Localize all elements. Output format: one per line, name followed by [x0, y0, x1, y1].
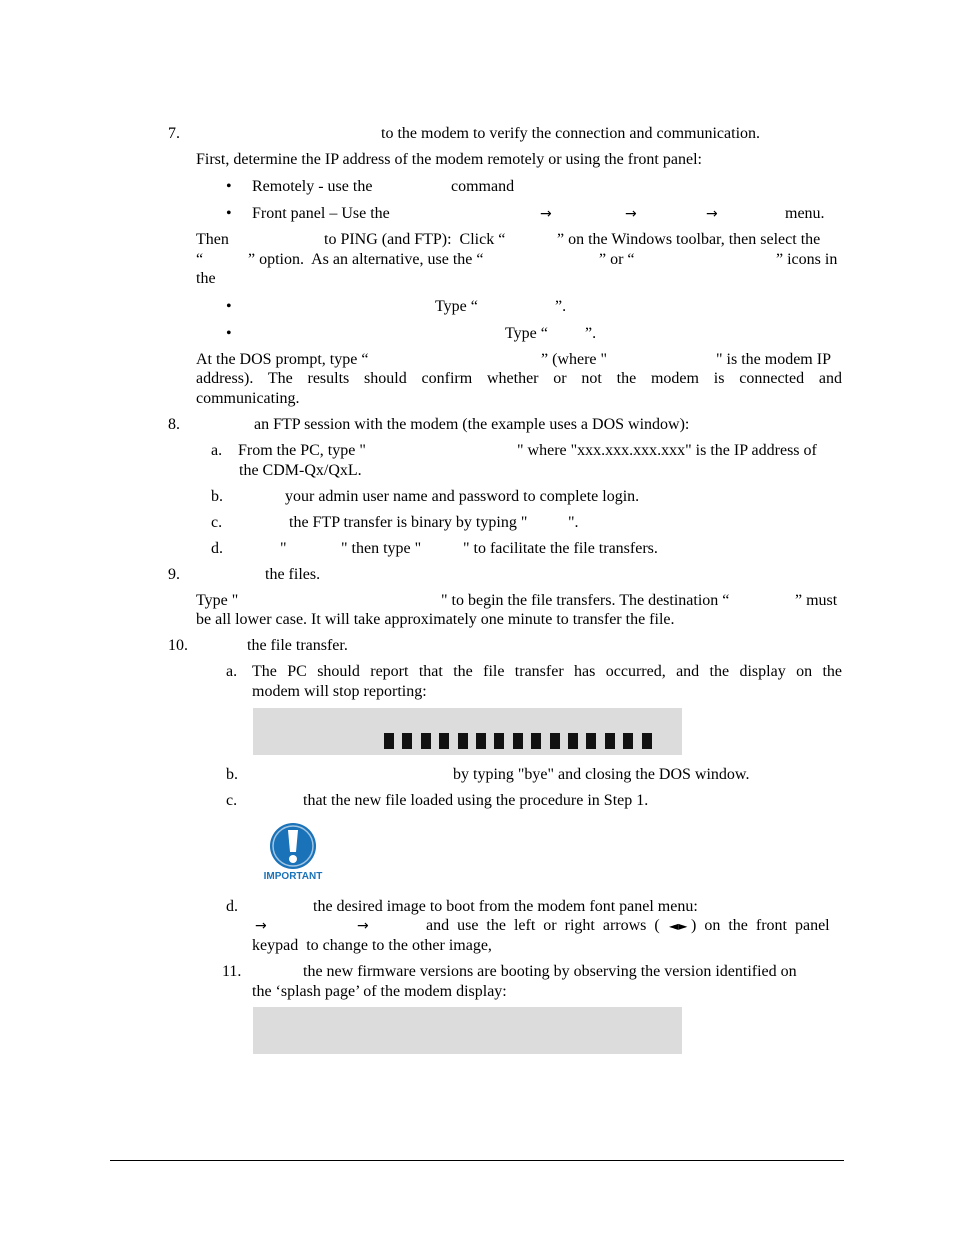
- step-8d-text2: " then type ": [341, 540, 422, 557]
- step-10a-text2: modem will stop reporting:: [252, 683, 427, 700]
- step-7-line2: First, determine the IP address of the modem remotely or using the front panel:: [196, 151, 702, 168]
- bullet-icon: •: [226, 325, 232, 342]
- type2-a: Type “: [505, 325, 548, 342]
- lcd-progress-block: [458, 733, 468, 749]
- lcd-progress-block: [642, 733, 652, 749]
- step-8a-text3: the CDM-Qx/QxL.: [239, 462, 362, 479]
- bullet-icon: •: [226, 178, 232, 195]
- step-8b-label: b.: [211, 488, 223, 505]
- bullet-front-b: menu.: [785, 205, 825, 222]
- step-9-line2: be all lower case. It will take approximately one minute to transfer the file.: [196, 611, 675, 628]
- step-10d-label: d.: [226, 898, 238, 915]
- lcd-progress-block: [605, 733, 615, 749]
- step-10c-label: c.: [226, 792, 238, 809]
- step-11-text2: the ‘splash page’ of the modem display:: [252, 983, 507, 1000]
- step-8b-text: your admin user name and password to complete login.: [285, 488, 640, 505]
- dos-3: communicating.: [196, 390, 300, 407]
- dos-a: At the DOS prompt, type “: [196, 351, 369, 368]
- dos-c: " is the modem IP: [716, 351, 831, 368]
- step-10-number: 10.: [168, 637, 188, 654]
- bullet-front-a: Front panel – Use the: [252, 205, 390, 222]
- arrow-right-icon: →: [625, 206, 637, 222]
- then2-d: ” icons in: [776, 251, 838, 268]
- then3: the: [196, 270, 216, 287]
- lcd-progress-block: [550, 733, 560, 749]
- type1-b: ”.: [555, 298, 567, 315]
- bullet-remote-a: Remotely - use the: [252, 178, 373, 195]
- bullet-icon: •: [226, 205, 232, 222]
- lcd-display-splash: [253, 1007, 682, 1054]
- step-8d-text3: " to facilitate the file transfers.: [463, 540, 658, 557]
- step-10b-text: by typing "bye" and closing the DOS window.: [453, 766, 750, 783]
- lcd-progress-block: [623, 733, 633, 749]
- step-10c-text: that the new file loaded using the procedure in Step 1.: [303, 792, 649, 809]
- lcd-progress-block: [476, 733, 486, 749]
- step-10-lead: the file transfer.: [247, 637, 348, 654]
- then2-c: ” or “: [599, 251, 635, 268]
- arrow-right-icon: →: [255, 918, 267, 934]
- lcd-progress-block: [439, 733, 449, 749]
- step-9-type-c: ” must: [795, 592, 838, 609]
- step-9-number: 9.: [168, 566, 180, 583]
- arrow-right-icon: →: [706, 206, 718, 222]
- lcd-progress-block: [586, 733, 596, 749]
- then-c: ” on the Windows toolbar, then select the: [557, 231, 821, 248]
- type2-b: ”.: [585, 325, 597, 342]
- then-b: to PING (and FTP): Click “: [324, 231, 506, 248]
- step-10d-text1: the desired image to boot from the modem font panel menu:: [313, 898, 698, 915]
- footer-rule: [110, 1160, 844, 1161]
- important-label: IMPORTANT: [263, 871, 323, 882]
- dos-b: ” (where ": [541, 351, 608, 368]
- then-a: Then: [196, 231, 229, 248]
- step-8c-label: c.: [211, 514, 223, 531]
- arrow-right-icon: →: [357, 918, 369, 934]
- step-9-type-b: " to begin the file transfers. The destination “: [441, 592, 730, 609]
- step-10b-label: b.: [226, 766, 238, 783]
- then2-b: ” option. As an alternative, use the “: [248, 251, 484, 268]
- left-right-arrows-icon: ◄►: [669, 919, 688, 933]
- step-8d-text1: ": [280, 540, 287, 557]
- dos-2: address). The results should confirm whether or not the modem is connected and: [196, 370, 842, 387]
- step-10a-text1: The PC should report that the file transfer has occurred, and the display on the: [252, 663, 842, 680]
- step-8a-text1: From the PC, type ": [238, 442, 366, 459]
- step-8a-text2: " where "xxx.xxx.xxx.xxx" is the IP address of: [517, 442, 817, 459]
- step-11-text1: the new firmware versions are booting by observing the version identified on: [303, 963, 797, 980]
- lcd-progress-block: [494, 733, 504, 749]
- step-11-number: 11.: [222, 963, 242, 980]
- type1-a: Type “: [435, 298, 478, 315]
- step-9-lead: the files.: [265, 566, 321, 583]
- step-10a-label: a.: [226, 663, 238, 680]
- step-10d-text2b: ) on the front panel: [691, 917, 830, 934]
- lcd-progress-block: [513, 733, 523, 749]
- step-9-type-a: Type ": [196, 592, 239, 609]
- step-7-number: 7.: [168, 125, 180, 142]
- important-icon: [261, 822, 325, 884]
- step-8d-label: d.: [211, 540, 223, 557]
- lcd-progress-block: [568, 733, 578, 749]
- step-8a-label: a.: [211, 442, 223, 459]
- step-8-lead: an FTP session with the modem (the example uses a DOS window):: [254, 416, 690, 433]
- step-8-number: 8.: [168, 416, 180, 433]
- bullet-remote-b: command: [451, 178, 515, 195]
- arrow-right-icon: →: [540, 206, 552, 222]
- step-10d-text3: keypad to change to the other image,: [252, 937, 492, 954]
- lcd-progress-block: [402, 733, 412, 749]
- lcd-progress-block: [531, 733, 541, 749]
- step-8c-text2: ".: [568, 514, 579, 531]
- lcd-progress-block: [421, 733, 431, 749]
- lcd-progress-block: [384, 733, 394, 749]
- bullet-icon: •: [226, 298, 232, 315]
- step-7-lead: to the modem to verify the connection and communication.: [381, 125, 761, 142]
- step-8c-text1: the FTP transfer is binary by typing ": [289, 514, 528, 531]
- then2-a: “: [196, 251, 204, 268]
- step-10d-text2: and use the left or right arrows (: [426, 917, 660, 934]
